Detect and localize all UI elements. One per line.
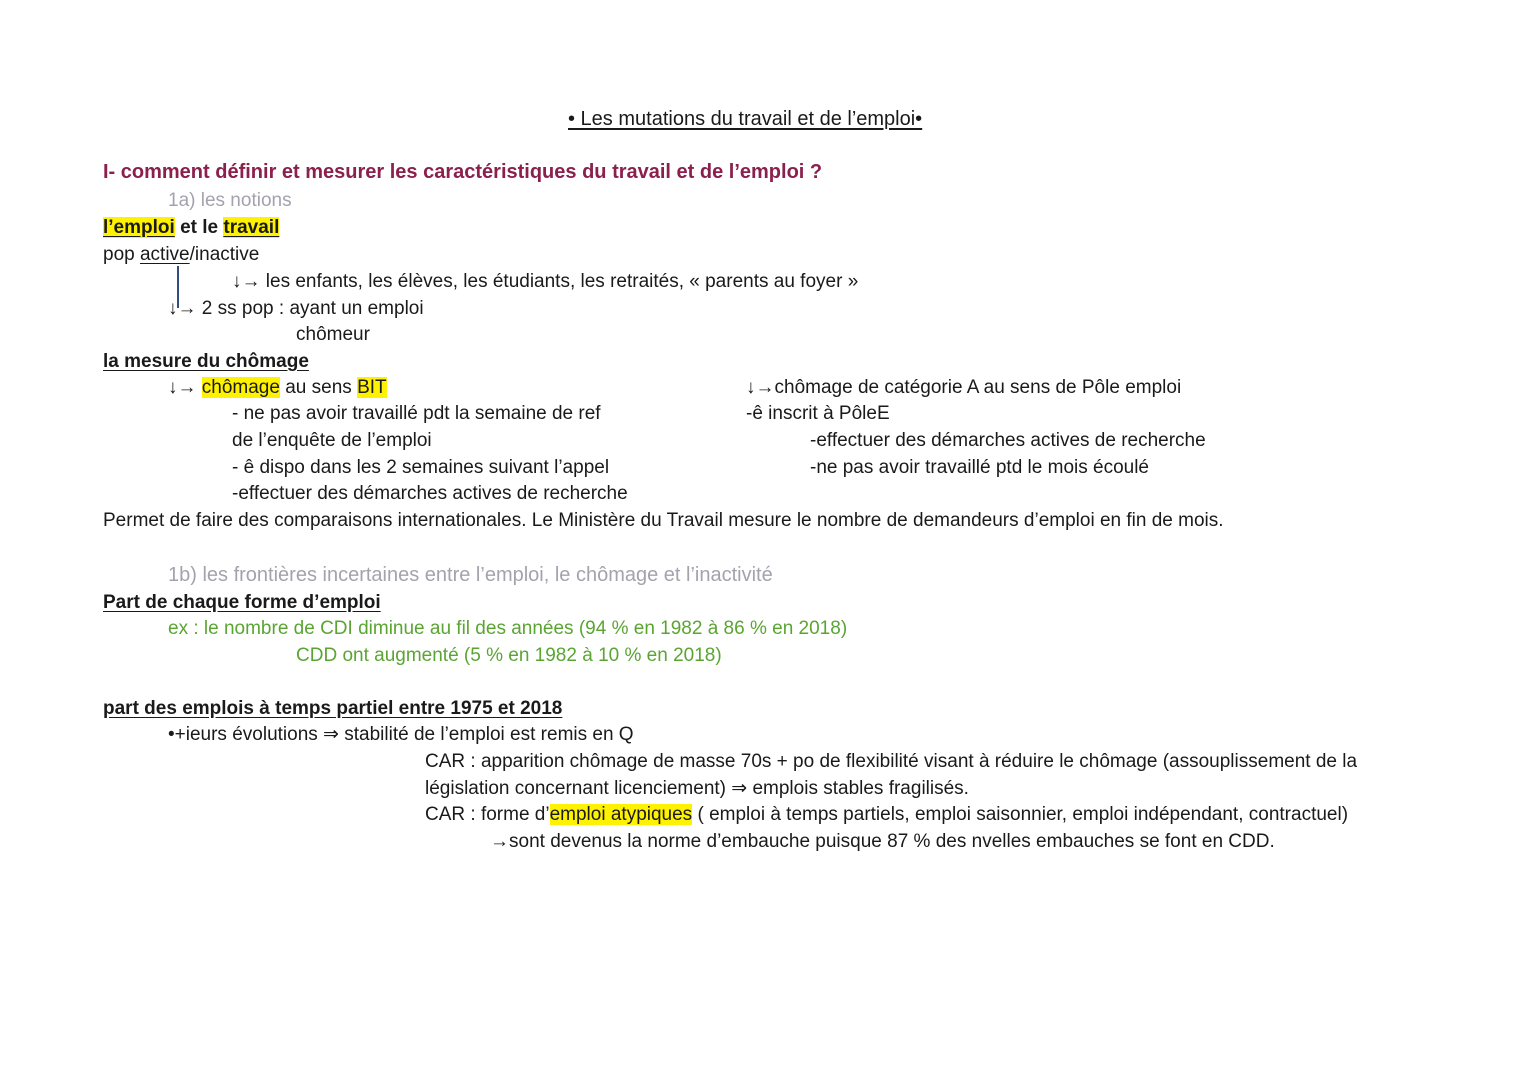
- bit-title: [168, 376, 387, 400]
- temps-partiel-title: part des emplois à temps partiel entre 1975 et 2018: [103, 698, 563, 719]
- example-cdi: ex : le nombre de CDI diminue au fil des années (94 % en 1982 à 86 % en 2018): [168, 618, 848, 639]
- active-text: active: [139, 244, 190, 265]
- highlight-travail: travail: [223, 217, 280, 238]
- page-title: • Les mutations du travail et de l’emploi•: [568, 108, 923, 130]
- et-le-text: et le: [174, 217, 224, 238]
- arrow-text: ↓→: [168, 377, 202, 398]
- car2-pre: CAR : forme d’: [425, 804, 550, 825]
- highlight-chomage: chômage: [201, 377, 280, 398]
- bit-criterion-3: - ê dispo dans les 2 semaines suivant l’appel: [232, 457, 610, 478]
- subheading-1b: 1b) les frontières incertaines entre l’emploi, le chômage et l’inactivité: [168, 564, 773, 586]
- pole-criterion-2: -effectuer des démarches actives de recherche: [810, 430, 1206, 451]
- highlight-bit: BIT: [357, 377, 387, 398]
- au-sens-text: au sens: [279, 377, 358, 398]
- chomeur-text: chômeur: [296, 324, 370, 345]
- pole-criterion-1: -ê inscrit à PôleE: [746, 403, 890, 424]
- pole-emploi-title: ↓→chômage de catégorie A au sens de Pôle emploi: [746, 377, 1182, 398]
- pop-text: pop: [103, 244, 140, 265]
- evolutions-text: •+ieurs évolutions ⇒ stabilité de l’emploi est remis en Q: [168, 724, 634, 745]
- inactive-list: ↓→ les enfants, les élèves, les étudiants, les retraités, « parents au foyer »: [232, 271, 859, 292]
- pole-criterion-3: -ne pas avoir travaillé ptd le mois écoulé: [810, 457, 1150, 478]
- bit-criterion-4: -effectuer des démarches actives de recherche: [232, 483, 628, 504]
- bit-criterion-2: de l’enquête de l’emploi: [232, 430, 432, 451]
- highlight-emploi: l’emploi: [103, 217, 175, 238]
- section-heading: I- comment définir et mesurer les caractéristiques du travail et de l’emploi ?: [103, 161, 823, 183]
- ss-pop-line: ↓→ 2 ss pop : ayant un emploi: [168, 298, 424, 319]
- highlight-emploi-atypiques: emploi atypiques: [549, 804, 693, 825]
- car-line-1a: CAR : apparition chômage de masse 70s + po de flexibilité visant à réduire le chômage (assouplissement de la: [425, 751, 1358, 772]
- pop-line: [103, 243, 259, 267]
- bit-criterion-1: - ne pas avoir travaillé pdt la semaine de ref: [232, 403, 601, 424]
- car-line-2: [425, 803, 1348, 827]
- part-forme-title: Part de chaque forme d’emploi: [103, 592, 381, 613]
- example-cdd: CDD ont augmenté (5 % en 1982 à 10 % en 2018): [296, 645, 722, 666]
- car-line-1b: législation concernant licenciement) ⇒ emplois stables fragilisés.: [425, 778, 969, 799]
- mesure-chomage-title: la mesure du chômage: [103, 351, 309, 372]
- permet-text: Permet de faire des comparaisons internationales. Le Ministère du Travail mesure le nombre de demandeurs d’emploi en fin de mois.: [103, 510, 1224, 531]
- inactive-text: /inactive: [189, 244, 260, 265]
- subheading-1a: 1a) les notions: [168, 190, 292, 211]
- emploi-travail-title: [103, 216, 279, 240]
- norme-text: →sont devenus la norme d’embauche puisque 87 % des nvelles embauches se font en CDD.: [490, 831, 1275, 852]
- car2-post: ( emploi à temps partiels, emploi saisonnier, emploi indépendant, contractuel): [692, 804, 1349, 825]
